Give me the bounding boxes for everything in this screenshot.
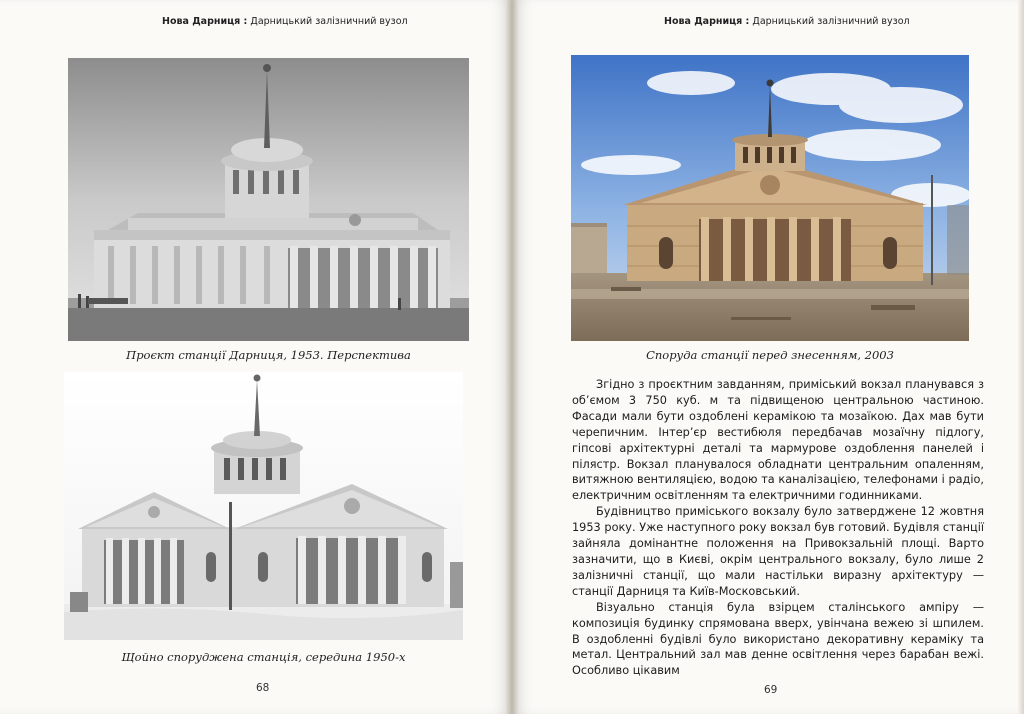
body-text xyxy=(572,377,984,679)
page-edge xyxy=(1018,0,1024,714)
station-2003-photo xyxy=(571,55,969,341)
station-1950s-photo xyxy=(64,372,463,640)
book-gutter xyxy=(506,0,518,714)
figure-bottom-caption: Щойно споруджена станція, середина 1950-х xyxy=(121,650,406,664)
figure-right-caption: Споруда станції перед знесенням, 2003 xyxy=(646,348,894,362)
left-running-head-regular: Дарницький залізничний вузол xyxy=(250,16,408,27)
paragraph: Будівництво приміського вокзалу було затверджене 12 жовтня 1953 року. Уже наступного року вокзал був готовий. Будівля станції зайняла домінантне положення на Привокзальній площі. Варто зазначити, що в Києві, окрім центрального вокзалу, було лише 2 залізничні станції, що мали настільки виразну архітектуру — станції Дарниця та Київ-Московський. xyxy=(572,505,984,598)
right-page-number: 69 xyxy=(764,684,778,696)
right-running-head-bold: Нова Дарниця : xyxy=(664,16,750,27)
paragraph: Згідно з проєктним завданням, приміський вокзал планувався з об’ємом 3 750 куб. м та підвищеною центральною частиною. Фасади мали бути оздоблені керамікою та мозаїкою. Дах мав бути черепичним. Інтер’єр вестибюля передбачав мозаїчну підлогу, гіпсові архітектурні деталі та мармурове оздоблення панелей і пілястр. Вокзал планувалося обладнати центральним опаленням, витяжною вентиляцією, водою та каналізацією, телефонами і радіо, електричним освітленням та електричними годинниками. xyxy=(572,378,984,503)
left-running-head xyxy=(162,16,408,27)
figure-top-caption: Проєкт станції Дарниця, 1953. Перспектива xyxy=(126,348,411,362)
left-page-number: 68 xyxy=(256,682,270,694)
right-running-head xyxy=(664,16,910,27)
right-page xyxy=(512,0,1024,714)
left-running-head-bold: Нова Дарниця : xyxy=(162,16,248,27)
paragraph: Візуально станція була взірцем сталінського ампіру — композиція будинку спрямована вверх, увінчана вежею зі шпилем. В оздобленні будівлі було використано декоративну кераміку та метал. Центральний зал мав денне освітлення через барабан вежі. Особливо цікавим xyxy=(572,600,984,678)
right-running-head-regular: Дарницький залізничний вузол xyxy=(752,16,910,27)
station-perspective-drawing xyxy=(68,58,469,341)
